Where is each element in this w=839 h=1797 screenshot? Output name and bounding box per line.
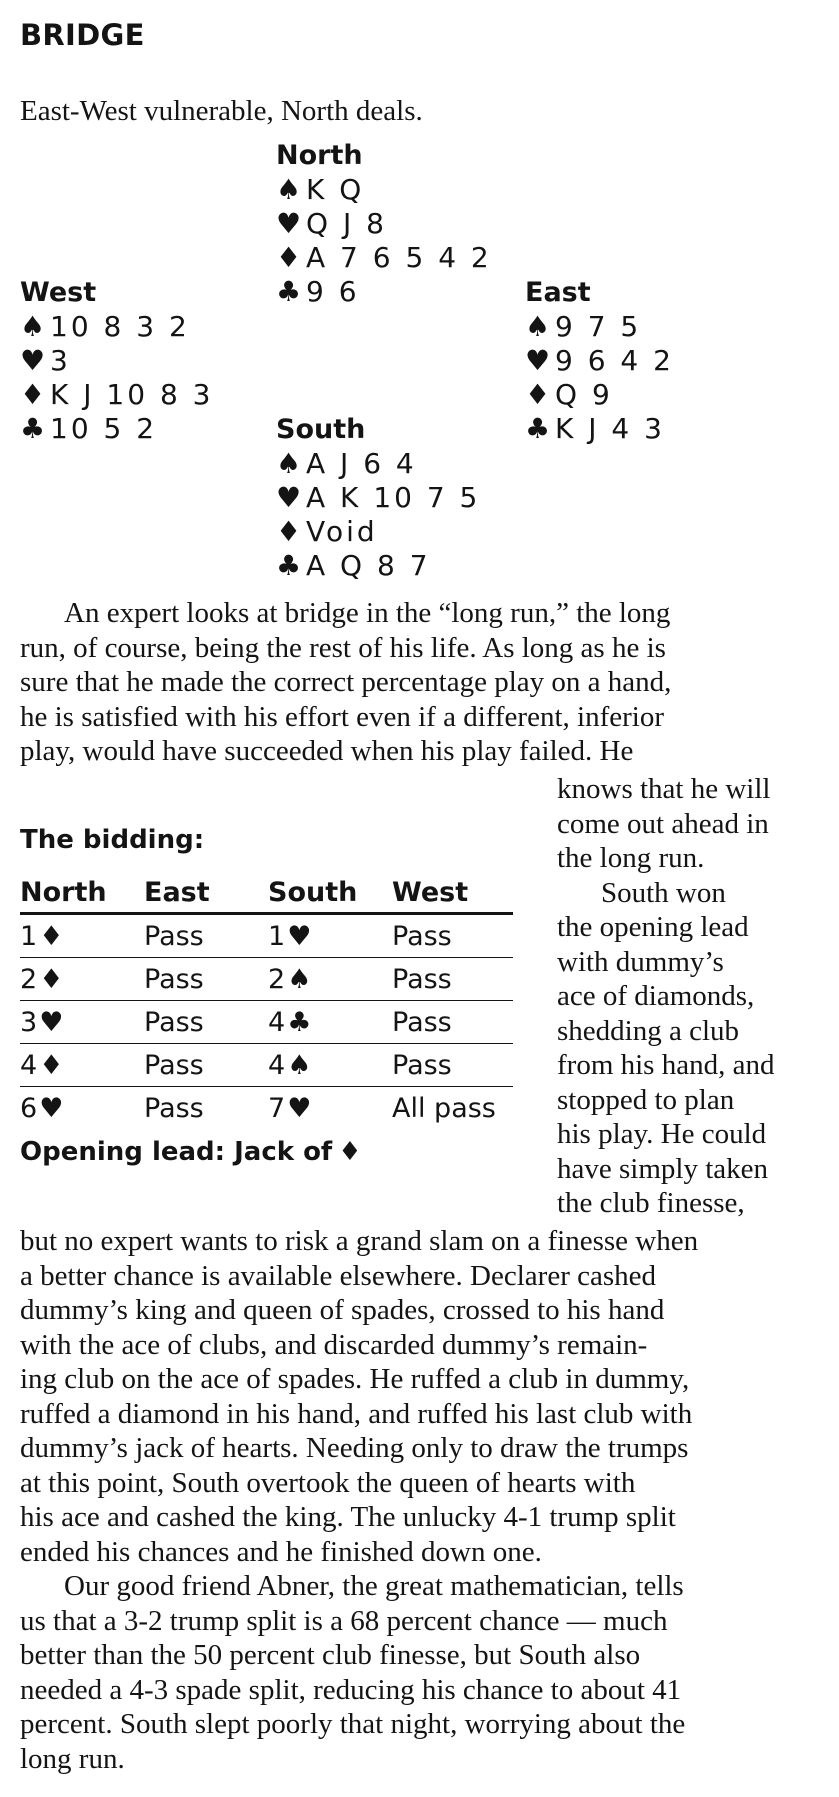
heart-icon: ♥ bbox=[525, 344, 551, 377]
bid-cell: Pass bbox=[144, 920, 204, 952]
text-line: us that a 3-2 trump split is a 68 percent chance — much bbox=[20, 1604, 668, 1637]
text-line: ing club on the ace of spades. He ruffed a club in dummy, bbox=[20, 1363, 690, 1395]
bid-cell bbox=[268, 1093, 392, 1124]
hand-south bbox=[276, 413, 480, 583]
bidding-row bbox=[20, 1001, 513, 1044]
club-icon: ♣ bbox=[287, 1006, 312, 1038]
spade-icon: ♠ bbox=[287, 963, 312, 995]
hand-west bbox=[20, 276, 213, 446]
bid-cell bbox=[20, 1050, 144, 1081]
bid-cell: Pass bbox=[144, 1092, 204, 1124]
spades-holding: 9 7 5 bbox=[555, 310, 642, 343]
hearts-holding: 3 bbox=[50, 344, 71, 377]
bid-cell bbox=[20, 921, 144, 952]
text-line: have simply taken bbox=[557, 1152, 769, 1185]
player-name: West bbox=[20, 277, 97, 308]
spade-icon: ♠ bbox=[20, 310, 46, 343]
text-line: his ace and cashed the king. The unlucky 4-1 trump split bbox=[20, 1501, 676, 1533]
text-line: Our good friend Abner, the great mathematician, tells bbox=[64, 1570, 684, 1602]
bid-cell: All pass bbox=[392, 1092, 496, 1124]
opening-lead-label: Opening lead: Jack of bbox=[20, 1137, 333, 1167]
text-line: but no expert wants to risk a grand slam on a finesse when bbox=[20, 1225, 699, 1257]
diamond-icon: ♦ bbox=[39, 963, 64, 995]
text-line: with the ace of clubs, and discarded dummy’s remain- bbox=[20, 1328, 648, 1361]
text-line: come out ahead in bbox=[557, 807, 769, 840]
heart-icon: ♥ bbox=[287, 1092, 312, 1124]
bid-cell bbox=[20, 964, 144, 995]
bidding-header-east: East bbox=[144, 876, 210, 908]
paragraph-body bbox=[20, 1224, 698, 1569]
heart-icon: ♥ bbox=[39, 1006, 64, 1038]
bid-level: 4 bbox=[268, 1049, 286, 1081]
player-name: South bbox=[276, 414, 366, 445]
bidding-title: The bidding: bbox=[20, 825, 205, 855]
bid-cell: Pass bbox=[144, 963, 204, 995]
player-name: East bbox=[525, 277, 591, 308]
text-line: knows that he will bbox=[557, 773, 771, 805]
bidding-header-south: South bbox=[268, 876, 358, 908]
spade-icon: ♠ bbox=[276, 447, 302, 480]
bidding-row bbox=[20, 1087, 513, 1129]
bid-cell bbox=[20, 1007, 144, 1038]
text-line: ace of diamonds, bbox=[557, 980, 755, 1012]
text-line: the club finesse, bbox=[557, 1187, 745, 1219]
bid-cell: Pass bbox=[392, 920, 452, 952]
bid-cell: Pass bbox=[392, 1049, 452, 1081]
text-line: run, of course, being the rest of his life. As long as he is bbox=[20, 631, 666, 664]
text-line: he is satisfied with his effort even if a different, inferior bbox=[20, 700, 664, 733]
spade-icon: ♠ bbox=[287, 1049, 312, 1081]
text-line: long run. bbox=[20, 1742, 125, 1775]
clubs-holding: 10 5 2 bbox=[50, 412, 158, 445]
text-line: South won bbox=[601, 876, 726, 909]
diamond-icon: ♦ bbox=[525, 378, 551, 411]
bidding-table bbox=[20, 872, 513, 1129]
text-line: at this point, South overtook the queen of hearts with bbox=[20, 1466, 636, 1499]
text-line: with dummy’s bbox=[557, 945, 724, 978]
text-line: from his hand, and bbox=[557, 1049, 775, 1081]
bidding-header-west: West bbox=[392, 876, 469, 908]
bid-cell bbox=[268, 1007, 392, 1038]
bid-level: 1 bbox=[268, 920, 286, 952]
text-line: his play. He could bbox=[557, 1118, 767, 1150]
bid-cell bbox=[268, 921, 392, 952]
bid-cell: Pass bbox=[392, 963, 452, 995]
heart-icon: ♥ bbox=[276, 207, 302, 240]
bid-cell: Pass bbox=[144, 1006, 204, 1038]
bid-cell: Pass bbox=[144, 1049, 204, 1081]
diamonds-holding: Q 9 bbox=[555, 378, 613, 411]
hand-east bbox=[525, 276, 674, 446]
text-line: shedding a club bbox=[557, 1014, 740, 1047]
text-line: percent. South slept poorly that night, worrying about the bbox=[20, 1708, 686, 1740]
spade-icon: ♠ bbox=[525, 310, 551, 343]
club-icon: ♣ bbox=[276, 275, 302, 308]
text-line: play, would have succeeded when his play failed. He bbox=[20, 735, 634, 767]
bidding-row bbox=[20, 958, 513, 1001]
diamond-icon: ♦ bbox=[276, 241, 302, 274]
heart-icon: ♥ bbox=[287, 920, 312, 952]
diamond-icon: ♦ bbox=[39, 920, 64, 952]
text-line: the long run. bbox=[557, 842, 705, 874]
club-icon: ♣ bbox=[276, 549, 302, 582]
bidding-header-row bbox=[20, 872, 513, 915]
bid-level: 7 bbox=[268, 1092, 286, 1124]
opening-lead bbox=[20, 1137, 362, 1167]
text-line: stopped to plan bbox=[557, 1083, 735, 1116]
clubs-holding: 9 6 bbox=[306, 275, 360, 308]
heart-icon: ♥ bbox=[276, 481, 302, 514]
bid-cell bbox=[268, 1050, 392, 1081]
spades-holding: K Q bbox=[306, 173, 365, 206]
text-line: a better chance is available elsewhere. Declarer cashed bbox=[20, 1259, 657, 1292]
text-line: ended his chances and he finished down one. bbox=[20, 1535, 542, 1568]
text-line: sure that he made the correct percentage play on a hand, bbox=[20, 666, 672, 698]
spades-holding: A J 6 4 bbox=[306, 447, 417, 480]
diamonds-holding: Void bbox=[306, 515, 378, 548]
club-icon: ♣ bbox=[20, 412, 46, 445]
bid-level: 2 bbox=[20, 963, 38, 995]
text-line: An expert looks at bridge in the “long run,” the long bbox=[64, 597, 671, 629]
spade-icon: ♠ bbox=[276, 173, 302, 206]
bid-cell bbox=[268, 964, 392, 995]
bidding-row bbox=[20, 915, 513, 958]
paragraph-intro bbox=[20, 596, 671, 769]
hand-north bbox=[276, 139, 492, 309]
clubs-holding: A Q 8 7 bbox=[306, 549, 431, 582]
paragraph-conclusion bbox=[20, 1569, 685, 1776]
bid-level: 4 bbox=[268, 1006, 286, 1038]
bidding-row bbox=[20, 1044, 513, 1087]
paragraph-body-side bbox=[557, 772, 774, 1221]
bid-level: 3 bbox=[20, 1006, 38, 1038]
text-line: better than the 50 percent club finesse, but South also bbox=[20, 1639, 641, 1671]
clubs-holding: K J 4 3 bbox=[555, 412, 665, 445]
bid-level: 1 bbox=[20, 920, 38, 952]
diamonds-holding: K J 10 8 3 bbox=[50, 378, 214, 411]
hearts-holding: Q J 8 bbox=[306, 207, 387, 240]
bid-cell: Pass bbox=[392, 1006, 452, 1038]
text-line: ruffed a diamond in his hand, and ruffed his last club with bbox=[20, 1397, 693, 1430]
diamond-icon: ♦ bbox=[338, 1137, 362, 1167]
vulnerability-line: East-West vulnerable, North deals. bbox=[20, 95, 423, 127]
bid-cell bbox=[20, 1093, 144, 1124]
bid-level: 4 bbox=[20, 1049, 38, 1081]
player-name: North bbox=[276, 140, 363, 171]
bidding-header-north: North bbox=[20, 876, 107, 908]
diamond-icon: ♦ bbox=[20, 378, 46, 411]
text-line: dummy’s king and queen of spades, crossed to his hand bbox=[20, 1294, 665, 1326]
column-title: BRIDGE bbox=[20, 18, 145, 52]
bid-level: 6 bbox=[20, 1092, 38, 1124]
diamond-icon: ♦ bbox=[39, 1049, 64, 1081]
hearts-holding: 9 6 4 2 bbox=[555, 344, 674, 377]
text-line: dummy’s jack of hearts. Needing only to draw the trumps bbox=[20, 1432, 689, 1464]
heart-icon: ♥ bbox=[39, 1092, 64, 1124]
text-line: needed a 4-3 spade split, reducing his chance to about 41 bbox=[20, 1673, 682, 1706]
spades-holding: 10 8 3 2 bbox=[50, 310, 190, 343]
hearts-holding: A K 10 7 5 bbox=[306, 481, 481, 514]
diamonds-holding: A 7 6 5 4 2 bbox=[306, 241, 492, 274]
text-line: the opening lead bbox=[557, 911, 749, 943]
bid-level: 2 bbox=[268, 963, 286, 995]
heart-icon: ♥ bbox=[20, 344, 46, 377]
diamond-icon: ♦ bbox=[276, 515, 302, 548]
club-icon: ♣ bbox=[525, 412, 551, 445]
